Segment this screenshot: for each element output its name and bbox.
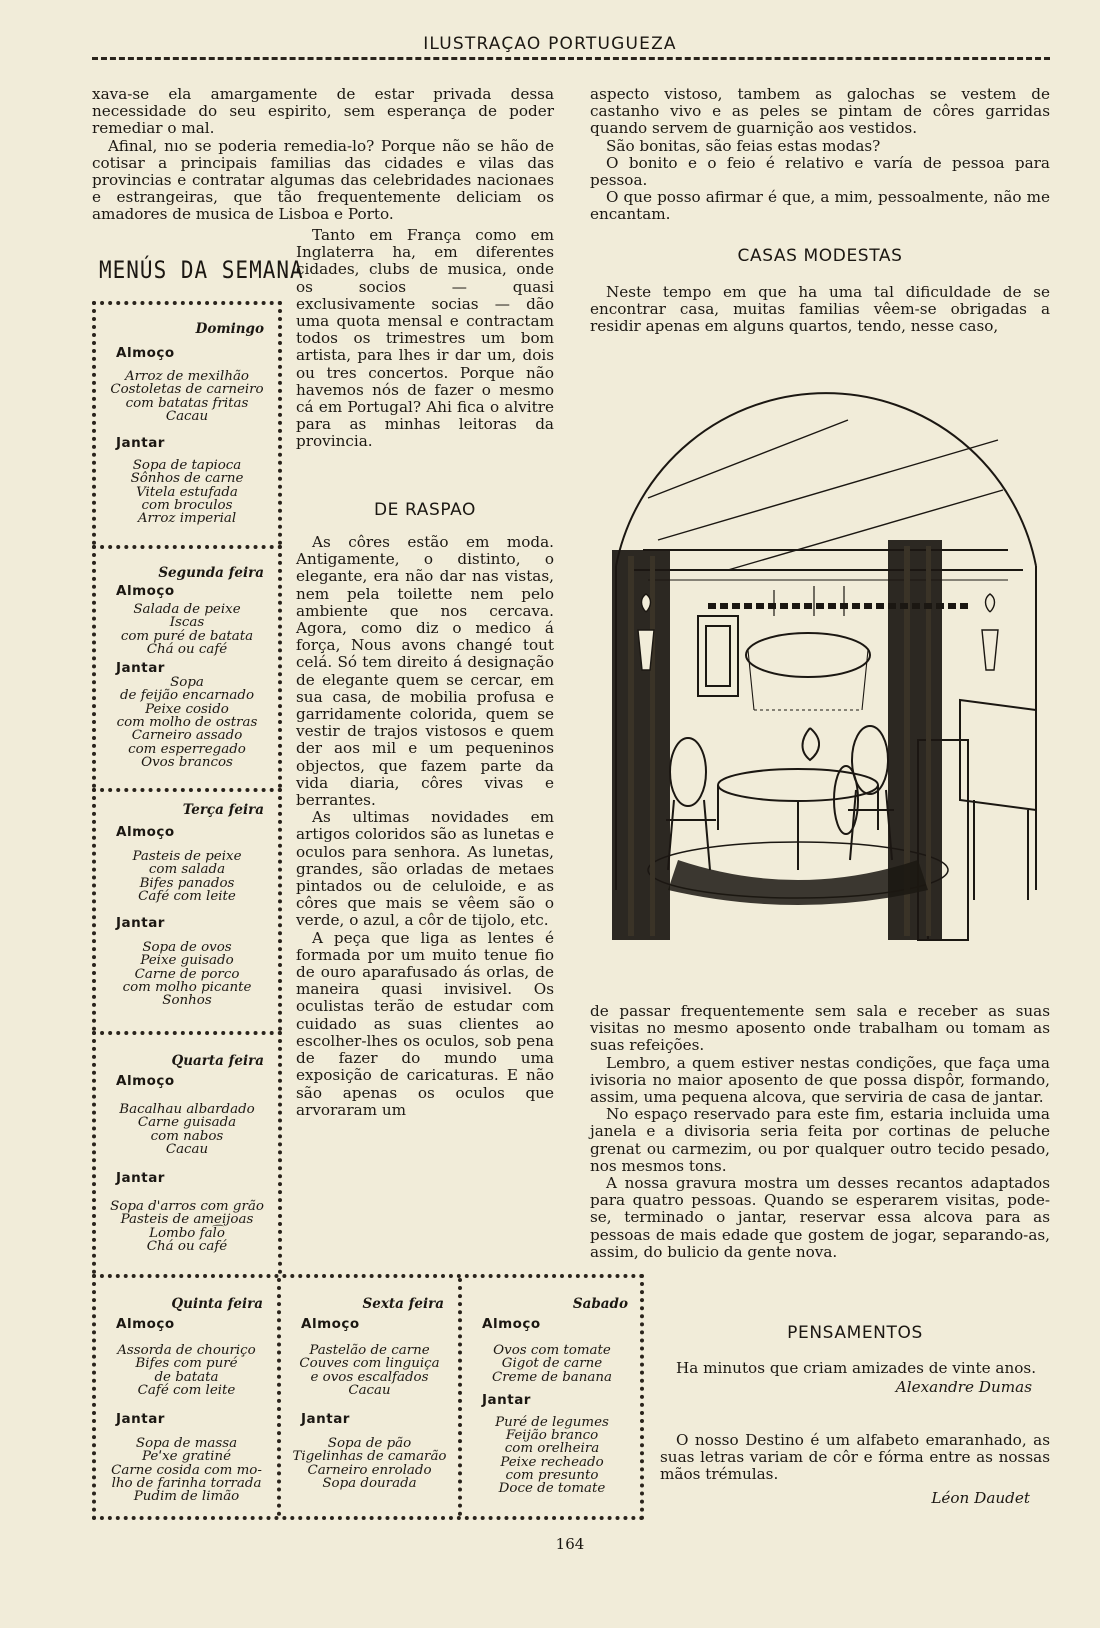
dish: de batata bbox=[154, 1369, 219, 1385]
dish: com esperregado bbox=[128, 741, 246, 757]
dish: Carne cosida com mo- bbox=[111, 1462, 262, 1478]
dish: Ovos brancos bbox=[141, 754, 233, 770]
music-clubs-text bbox=[296, 227, 554, 451]
dish: Feijão branco bbox=[505, 1428, 599, 1444]
day-name: Sabado bbox=[572, 1296, 628, 1312]
quote-text: O nosso Destino é um alfabeto emaranhado, as suas letras variam de côr e fórma entre as nossas mãos trémulas. bbox=[660, 1431, 1050, 1484]
paragraph: As côres estão em moda. Antigamente, o distinto, o elegante, era não dar nas vistas, nem pela toilette nem pelo ambiente que nos cercava. Agora, como diz o medico á força, Nous avons changé tout celá. Só tem direito á designação de elegante quem se cercar, em sua casa, de mobilia profusa e garridamente colorida, quem se vestir de trajos vistosos e quem der aos mil e um pequeninos objectos, que fazem parte da vida diaria, côres vivas e berrantes. bbox=[296, 533, 554, 810]
fashion-text bbox=[590, 86, 1050, 224]
dish: Puré de legumes bbox=[495, 1414, 609, 1430]
dish: Gigot de carne bbox=[501, 1356, 603, 1372]
lunch-label: Almoço bbox=[116, 1073, 175, 1089]
menu-sexta bbox=[281, 1278, 458, 1490]
dish: com nabos bbox=[150, 1128, 224, 1144]
intro-text bbox=[92, 86, 554, 224]
menu-box-domingo bbox=[92, 301, 282, 545]
paragraph: Neste tempo em que ha uma tal dificuldade de se encontrar casa, muitas familias vêem-se obrigadas a residir apenas em alguns quartos, tendo, nesse caso, bbox=[590, 283, 1050, 336]
day-name: Sexta feira bbox=[362, 1296, 444, 1312]
paragraph: Lembro, a quem estiver nestas condições, que faça uma ivisoria no maior aposento de que possa dispôr, formando, assim, uma pequena alcova, que serviria de casa de jantar. bbox=[590, 1053, 1050, 1107]
dish: com molho de ostras bbox=[116, 715, 258, 731]
page-number: 164 bbox=[555, 1535, 585, 1553]
menu-box-terca bbox=[92, 788, 282, 1031]
dish: com salada bbox=[148, 862, 226, 878]
dish: Sônhos de carne bbox=[130, 471, 244, 487]
paragraph: Tanto em França como em Inglaterra ha, em diferentes cidades, clubs de musica, onde os socios — quasi exclusivamente socias — dão uma quota mensal e contractam todos os trimestres um bom artista, para lhes ir dar um, dois ou tres concertos. Porque não havemos nós de fazer o mesmo cá em Portugal? Ahi fica o alvitre para as minhas leitoras da provincia. bbox=[296, 226, 554, 451]
quote-text: Ha minutos que criam amizades de vinte anos. bbox=[676, 1359, 1037, 1377]
dish: com presunto bbox=[505, 1468, 599, 1484]
dish: Sopa dourada bbox=[322, 1476, 417, 1492]
dish: com molho picante bbox=[122, 980, 252, 996]
dish: Tigelinhas de camarão bbox=[292, 1449, 447, 1465]
dish: Carneiro assado bbox=[131, 728, 243, 744]
paragraph: A peça que liga as lentes é formada por um muito tenue fio de ouro aparafusado ás orlas, de maneira quasi invisivel. Os oculistas terão de estudar com cuidado as suas clientes ao escolher-lhes os oculos, sob pena de fazer do mundo uma exposição de caricaturas. E não são apenas os oculos que arvoraram um bbox=[296, 928, 554, 1119]
lunch-label: Almoço bbox=[116, 345, 175, 361]
paragraph: xava-se ela amargamente de estar privada dessa necessidade do seu espirito, sem esperança de poder remediar o mal. bbox=[92, 85, 554, 138]
dish: Sopa bbox=[170, 675, 204, 691]
casas-intro bbox=[590, 284, 1050, 336]
lunch-label: Almoço bbox=[301, 1316, 360, 1332]
dish: Pasteis de ameijoas bbox=[120, 1212, 254, 1228]
dinner-label: Jantar bbox=[482, 1391, 531, 1408]
menu-box-quarta bbox=[92, 1031, 282, 1274]
dish: e ovos escalfados bbox=[310, 1369, 429, 1385]
paragraph: A nossa gravura mostra um desses recantos adaptados para quatro pessoas. Quando se esperarem visitas, pode-se, terminado o jantar, reservar essa alcova para as pessoas de mais edade que gostem de jogar, separando-as, assim, do bulicio da gente nova. bbox=[590, 1174, 1050, 1261]
dish: Sopa d'arros com grão bbox=[110, 1199, 264, 1215]
dish: Pasteis de peixe bbox=[132, 849, 242, 864]
paragraph: O bonito e o feio é relativo e varía de pessoa para pessoa. bbox=[590, 153, 1050, 190]
paragraph: aspecto vistoso, tambem as galochas se vestem de castanho vivo e as peles se pintam de côres garridas quando servem de guarnição aos vestidos. bbox=[590, 85, 1050, 138]
paragraph: O que posso afirmar é que, a mim, pessoalmente, não me encantam. bbox=[590, 188, 1050, 224]
dish: Couves com linguiça bbox=[299, 1356, 440, 1372]
dish: Chá ou café bbox=[146, 641, 228, 657]
raspao-text bbox=[296, 534, 554, 1119]
dish: com puré de batata bbox=[120, 628, 254, 644]
day-name: Segunda feira bbox=[158, 565, 264, 581]
dish: Vitela estufada bbox=[136, 484, 238, 500]
day-name: Domingo bbox=[195, 321, 264, 337]
lunch-label: Almoço bbox=[116, 824, 175, 840]
dish: Peˈxe gratiné bbox=[141, 1449, 231, 1465]
pensamentos-title: PENSAMENTOS bbox=[787, 1323, 923, 1343]
dinner-label: Jantar bbox=[116, 1411, 165, 1428]
day-name: Quinta feira bbox=[171, 1296, 263, 1312]
paragraph: As ultimas novidades em artigos coloridos são as lunetas e oculos para senhora. As lunetas, grandes, são orladas de metaes pintados ou de celuloide, e as côres que mais se vêem são o verde, o azul, a côr de tijolo, etc. bbox=[296, 808, 554, 930]
dish: Chá ou café bbox=[146, 1239, 228, 1255]
dish: Ovos com tomate bbox=[493, 1343, 611, 1358]
dish: com broculos bbox=[141, 498, 233, 514]
dish: Bifes com puré bbox=[135, 1356, 238, 1372]
day-name: Terça feira bbox=[182, 802, 264, 818]
dish: Cacau bbox=[165, 1141, 209, 1157]
dish: de feijão encarnado bbox=[119, 688, 255, 704]
dish: Iscas bbox=[169, 615, 205, 631]
menu-quinta bbox=[96, 1278, 277, 1504]
dish: Sopa de ovos bbox=[142, 940, 232, 956]
dinner-label: Jantar bbox=[116, 660, 165, 677]
casas-title: CASAS MODESTAS bbox=[737, 246, 903, 266]
dish: Salada de peixe bbox=[133, 602, 241, 617]
menu-sabado bbox=[462, 1278, 642, 1496]
menu-box-bottom-row bbox=[92, 1274, 644, 1520]
dish: Pastelão de carne bbox=[309, 1343, 430, 1358]
dinner-label: Jantar bbox=[116, 435, 165, 452]
dish: Sopa de pão bbox=[327, 1436, 412, 1452]
dish: Sonhos bbox=[162, 993, 212, 1009]
dish: Carneiro enrolado bbox=[307, 1462, 432, 1478]
dish: Sopa de massa bbox=[135, 1436, 238, 1452]
dish: Peixe recheado bbox=[500, 1454, 604, 1470]
dinner-label: Jantar bbox=[116, 1170, 165, 1187]
dish: lho de farinha torrada bbox=[111, 1476, 262, 1492]
quote-author: Léon Daudet bbox=[931, 1488, 1030, 1507]
raspao-title: DE RASPAO bbox=[373, 500, 477, 520]
dish: Assorda de chouriço bbox=[117, 1343, 256, 1358]
dish: Pudim de limão bbox=[133, 1489, 240, 1505]
dish: Cacau bbox=[348, 1382, 391, 1398]
dish: Costoletas de carneiro bbox=[110, 382, 264, 398]
dish: Café com leite bbox=[137, 1382, 236, 1398]
dish: Lombo fal͡o bbox=[149, 1225, 225, 1241]
menus-title: MENÚS DA SEMANA bbox=[99, 256, 304, 284]
dish: Doce de tomate bbox=[498, 1481, 606, 1497]
casas-text bbox=[590, 1003, 1050, 1261]
dish: com orelheira bbox=[504, 1441, 600, 1457]
pensamento-1 bbox=[660, 1360, 1050, 1396]
dining-alcove-illustration bbox=[588, 380, 1050, 980]
paragraph: No espaço reservado para este fim, estaria incluida uma janela e a divisoria seria feita por cortinas de peluche grenat ou carmezim, ou por qualquer outro tecido pesado, nos mesmos tons. bbox=[590, 1105, 1050, 1175]
dish: Café com leite bbox=[138, 888, 236, 904]
dish: Peixe guisado bbox=[140, 953, 234, 969]
dish: Cacau bbox=[165, 408, 209, 424]
dinner-label: Jantar bbox=[301, 1411, 350, 1428]
paragraph: Afinal, nıo se poderia remedia-lo? Porque não se hão de cotisar a principais familias das cidades e vilas das provincias e contratar algumas das celebridades nacionaes e estrangeiras, que tão frequentemente deliciam os amadores de musica de Lisboa e Porto. bbox=[92, 136, 554, 224]
dish: com batatas fritas bbox=[125, 395, 249, 411]
dish: Arroz de mexilhão bbox=[124, 369, 249, 384]
magazine-title: ILUSTRAÇAO PORTUGUEZA bbox=[423, 34, 677, 54]
lunch-label: Almoço bbox=[116, 1316, 175, 1332]
paragraph: de passar frequentemente sem sala e receber as suas visitas no mesmo aposento onde trabalham ou tomam as suas refeições. bbox=[590, 1002, 1050, 1055]
day-name: Quarta feira bbox=[171, 1053, 264, 1069]
menu-box-segunda bbox=[92, 545, 282, 788]
dish: Bifes panados bbox=[139, 875, 235, 891]
dish: Carne de porco bbox=[134, 966, 240, 982]
dish: Peixe cosido bbox=[145, 701, 229, 717]
lunch-label: Almoço bbox=[482, 1316, 541, 1332]
paragraph: São bonitas, são feias estas modas? bbox=[606, 136, 881, 155]
lunch-label: Almoço bbox=[116, 583, 175, 599]
quote-author: Alexandre Dumas bbox=[895, 1378, 1032, 1397]
dinner-label: Jantar bbox=[116, 915, 165, 932]
dish: Carne guisada bbox=[137, 1115, 237, 1131]
header-rule bbox=[92, 57, 1050, 65]
pensamento-2 bbox=[660, 1432, 1050, 1507]
dish: Sopa de tapioca bbox=[132, 458, 242, 474]
dish: Arroz imperial bbox=[137, 511, 237, 527]
dish: Creme de banana bbox=[492, 1369, 612, 1385]
dish: Bacalhau albardado bbox=[119, 1102, 255, 1117]
